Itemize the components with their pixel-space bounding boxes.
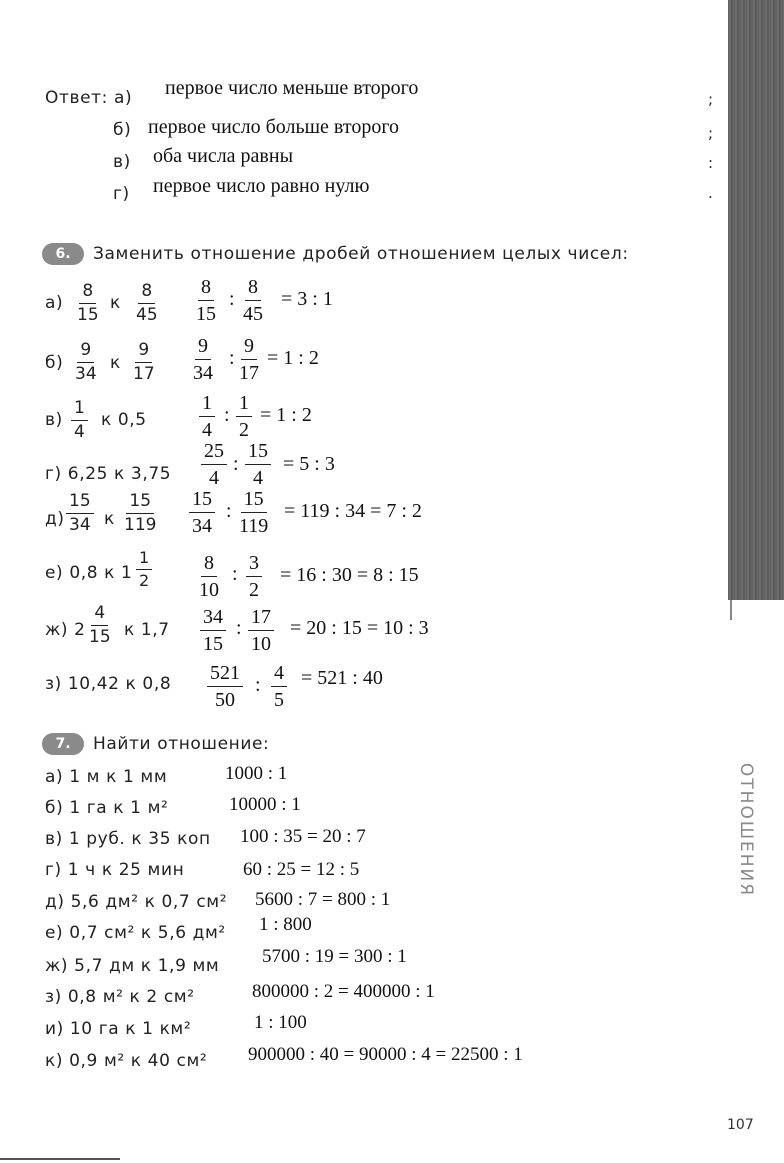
answer-c-letter: в) [113, 152, 131, 172]
t6h-result: = 521 : 40 [301, 667, 383, 689]
t7e-answer: 5600 : 7 = 800 : 1 [255, 889, 391, 910]
t7a-question: а) 1 м к 1 мм [45, 767, 168, 787]
answer-c-end: : [708, 154, 714, 172]
answer-label: Ответ: а) [45, 88, 133, 108]
task7-title: Найти отношение: [93, 734, 270, 754]
t6c-a1: $\frac{1}{4}$ [199, 393, 215, 440]
answer-d-text: первое число равно нулю [153, 175, 370, 197]
t6c-result: = 1 : 2 [260, 404, 312, 426]
t6h-a1: $\frac{521}{50}$ [207, 663, 243, 710]
t6b-result: = 1 : 2 [267, 347, 319, 369]
t6f-result: = 16 : 30 = 8 : 15 [280, 564, 419, 586]
t6a-a1: $\frac{8}{15}$ [196, 276, 216, 325]
t6h-a2: $\frac{4}{5}$ [271, 663, 287, 710]
sidebar-edge-mark [730, 600, 732, 620]
t6a-letter: а) [45, 293, 64, 313]
t7d-answer: 60 : 25 = 12 : 5 [243, 859, 360, 880]
t6b-a2: $\frac{9}{17}$ [239, 335, 259, 384]
t7b-answer: 10000 : 1 [229, 794, 301, 815]
t6a-colon: : [229, 288, 235, 310]
t6d-a2: $\frac{15}{4}$ [245, 441, 271, 488]
t6d-a1: $\frac{25}{4}$ [201, 441, 227, 488]
t7d-question: г) 1 ч к 25 мин [45, 860, 185, 880]
answer-a-end: ; [708, 90, 714, 108]
t6f-a1: $\frac{8}{10}$ [199, 552, 219, 601]
t7i-question: и) 10 га к 1 км² [45, 1019, 192, 1039]
t6b-k: к [110, 353, 121, 373]
t6a-a2: $\frac{8}{45}$ [243, 276, 263, 325]
t7f-question: е) 0,7 см² к 5,6 дм² [45, 923, 226, 943]
page-edge-sidebar [728, 0, 784, 600]
t6b-q1: $\frac{9}{34}$ [75, 340, 97, 384]
t6b-colon: : [229, 347, 235, 369]
t7h-answer: 800000 : 2 = 400000 : 1 [252, 981, 435, 1002]
answer-d-end: . [708, 184, 713, 202]
answer-d-letter: г) [113, 184, 130, 204]
t7c-answer: 100 : 35 = 20 : 7 [240, 826, 366, 847]
t6a-k: к [110, 293, 121, 313]
t6h-colon: : [255, 674, 261, 696]
page-number: 107 [727, 1117, 754, 1133]
t6c-a2: $\frac{1}{2}$ [236, 393, 252, 440]
t6f-a2: $\frac{3}{2}$ [246, 553, 262, 600]
t6d-result: = 5 : 3 [283, 453, 335, 475]
t7f-answer: 1 : 800 [259, 914, 312, 935]
task6-title: Заменить отношение дробей отношением целых чисел: [93, 244, 629, 264]
t6e-a1: $\frac{15}{34}$ [189, 489, 215, 536]
t6e-k: к [104, 509, 115, 529]
answer-c-text: оба числа равны [153, 145, 294, 167]
t7g-question: ж) 5,7 дм к 1,9 мм [45, 956, 220, 976]
t6e-colon: : [226, 500, 232, 522]
t6f-qfrac: $\frac{1}{2}$ [136, 550, 152, 589]
t6e-a2: $\frac{15}{119}$ [239, 488, 269, 537]
t7c-question: в) 1 руб. к 35 коп [45, 829, 211, 849]
t6g-a1: $\frac{34}{15}$ [200, 607, 226, 654]
t6e-q2: $\frac{15}{119}$ [124, 491, 157, 535]
t7e-question: д) 5,6 дм² к 0,7 см² [45, 892, 228, 912]
t6g-colon: : [236, 617, 242, 639]
t6e-result: = 119 : 34 = 7 : 2 [284, 500, 422, 522]
answer-b-end: ; [708, 124, 714, 142]
t6h-letter: з) 10,42 к 0,8 [45, 674, 172, 694]
t6g-a2: $\frac{17}{10}$ [248, 607, 274, 654]
t6g-k: к 1,7 [124, 620, 170, 640]
t6c-q1: $\frac{1}{4}$ [71, 400, 88, 441]
t7j-question: к) 0,9 м² к 40 см² [45, 1051, 208, 1071]
t7g-answer: 5700 : 19 = 300 : 1 [262, 946, 407, 967]
t7j-answer: 900000 : 40 = 90000 : 4 = 22500 : 1 [248, 1044, 523, 1065]
t7b-question: б) 1 га к 1 м² [45, 798, 169, 818]
answer-a-text: первое число меньше второго [165, 77, 419, 99]
t6f-colon: : [232, 563, 238, 585]
t6f-letter: е) 0,8 к 1 [45, 563, 133, 583]
t6c-colon: : [224, 404, 230, 426]
t6d-letter: г) 6,25 к 3,75 [45, 464, 172, 484]
side-label: ОТНОШЕНИЯ [736, 762, 757, 898]
t6a-q2: $\frac{8}{45}$ [136, 281, 158, 325]
task6-badge: 6. [42, 243, 84, 265]
t6c-letter: в) [45, 410, 63, 430]
t6e-letter: д) [45, 509, 65, 529]
answer-b-text: первое число больше второго [148, 116, 400, 138]
t7a-answer: 1000 : 1 [225, 763, 288, 784]
t6b-a1: $\frac{9}{34}$ [193, 335, 213, 384]
t6c-k: к 0,5 [101, 410, 147, 430]
t6a-q1: $\frac{8}{15}$ [77, 281, 99, 325]
t6b-q2: $\frac{9}{17}$ [133, 340, 155, 384]
t6g-letter: ж) 2 [45, 620, 86, 640]
t6d-colon: : [233, 453, 239, 475]
bottom-rule [0, 1158, 120, 1160]
t6g-result: = 20 : 15 = 10 : 3 [290, 617, 429, 639]
task7-badge: 7. [42, 733, 84, 755]
t6e-q1: $\frac{15}{34}$ [66, 493, 94, 534]
t6g-qfrac: $\frac{4}{15}$ [89, 603, 111, 647]
t7h-question: з) 0,8 м² к 2 см² [45, 987, 195, 1007]
t6a-result: = 3 : 1 [281, 288, 333, 310]
t6b-letter: б) [45, 353, 64, 373]
answer-b-letter: б) [113, 120, 132, 140]
t7i-answer: 1 : 100 [254, 1012, 307, 1033]
